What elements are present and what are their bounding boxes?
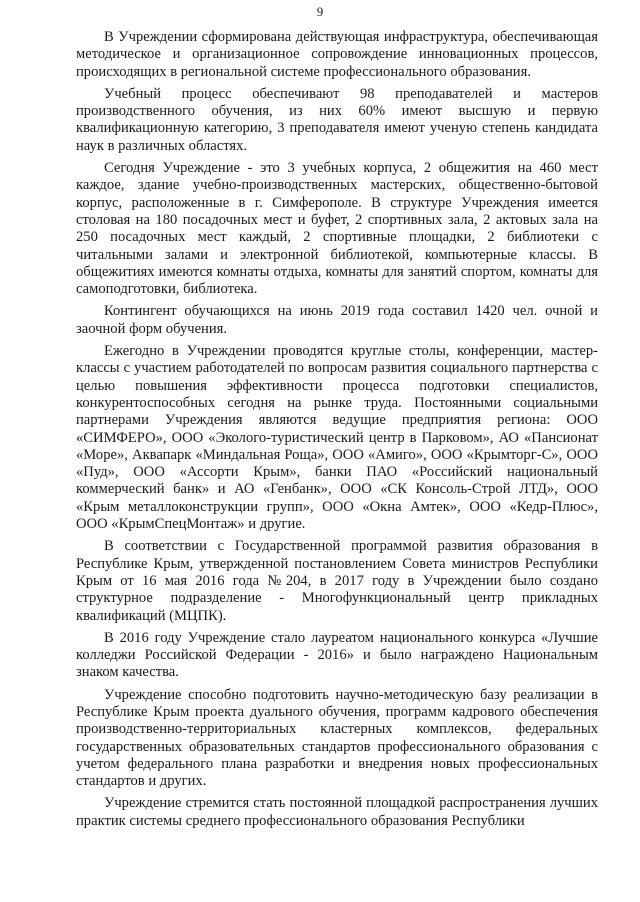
paragraph-facilities: Сегодня Учреждение - это 3 учебных корпуса, 2 общежития на 460 мест каждое, здание учебно-производственных мастерских, общественно-бытовой корпус, расположенные в г. Симферополе. В структуре Учреждения имеется столовая на 180 посадочных мест и буфет, 2 спортивных зала, 2 актовых зала на 250 посадочных мест каждый, 2 спортивные площадки, 2 библиотеки с читальными залами и электронной библиотекой, компьютерные классы. В общежитиях имеются комнаты отдыха, комнаты для занятий спортом, комнаты для самоподготовки, библиотека. bbox=[76, 160, 598, 298]
paragraph-social-partners: Ежегодно в Учреждении проводятся круглые столы, конференции, мастер-классы с участием работодателей по вопросам развития социального партнерства с целью повышения эффективности процесса подготовки специалистов, конкурентоспособных сегодня на рынке труда. Постоянными социальными партнерами Учреждения являются ведущие предприятия региона: ООО «СИМФЕРО», ООО «Эколого-туристический центр в Парковом», АО «Пансионат «Море», Аквапарк «Миндальная Роща», ООО «Амиго», ООО «Крымторг-С», ООО «Пуд», ООО «Ассорти Крым», банки ПАО «Российский национальный коммерческий банк» и АО «Генбанк», ООО «СК Консоль-Строй ЛТД», ООО «Крым металлоконструкции групп», ООО «Окна Амтек», ООО «Кедр-Плюс», ООО «КрымСпецМонтаж» и другие. bbox=[76, 343, 598, 533]
paragraph-best-practices: Учреждение стремится стать постоянной площадкой распространения лучших практик системы среднего профессионального образования Республики bbox=[76, 795, 598, 829]
paragraph-teaching-staff: Учебный процесс обеспечивают 98 преподавателей и мастеров производственного обучения, из них 60% имеют высшую и первую квалификационную категорию, 3 преподавателя имеют ученую степень кандидата наук в различных областях. bbox=[76, 85, 598, 154]
paragraph-award: В 2016 году Учреждение стало лауреатом национального конкурса «Лучшие колледжи Российской Федерации - 2016» и было награждено Национальным знаком качества. bbox=[76, 629, 598, 681]
paragraph-infrastructure: В Учреждении сформирована действующая инфраструктура, обеспечивающая методическое и организационное сопровождение инновационных процессов, происходящих в региональной системе профессионального образования. bbox=[76, 29, 598, 80]
paragraph-enrollment: Контингент обучающихся на июнь 2019 года составил 1420 чел. очной и заочной форм обучения. bbox=[76, 303, 598, 337]
page-number: 9 bbox=[316, 4, 324, 19]
body-text bbox=[76, 29, 598, 835]
paragraph-dual-education: Учреждение способно подготовить научно-методическую базу реализации в Республике Крым проекта дуального обучения, программ кадрового обеспечения производственно-территориальных кластерных комплексов, федеральных государственных образовательных стандартов профессионального образования с учетом федерального плана разработки и внедрения новых профессиональных стандартов и других. bbox=[76, 686, 598, 790]
paragraph-state-program: В соответствии с Государственной программой развития образования в Республике Крым, утвержденной постановлением Совета министров Республики Крым от 16 мая 2016 года №204, в 2017 году в Учреждении было создано структурное подразделение - Многофункциональный центр прикладных квалификаций (МЦПК). bbox=[76, 538, 598, 624]
